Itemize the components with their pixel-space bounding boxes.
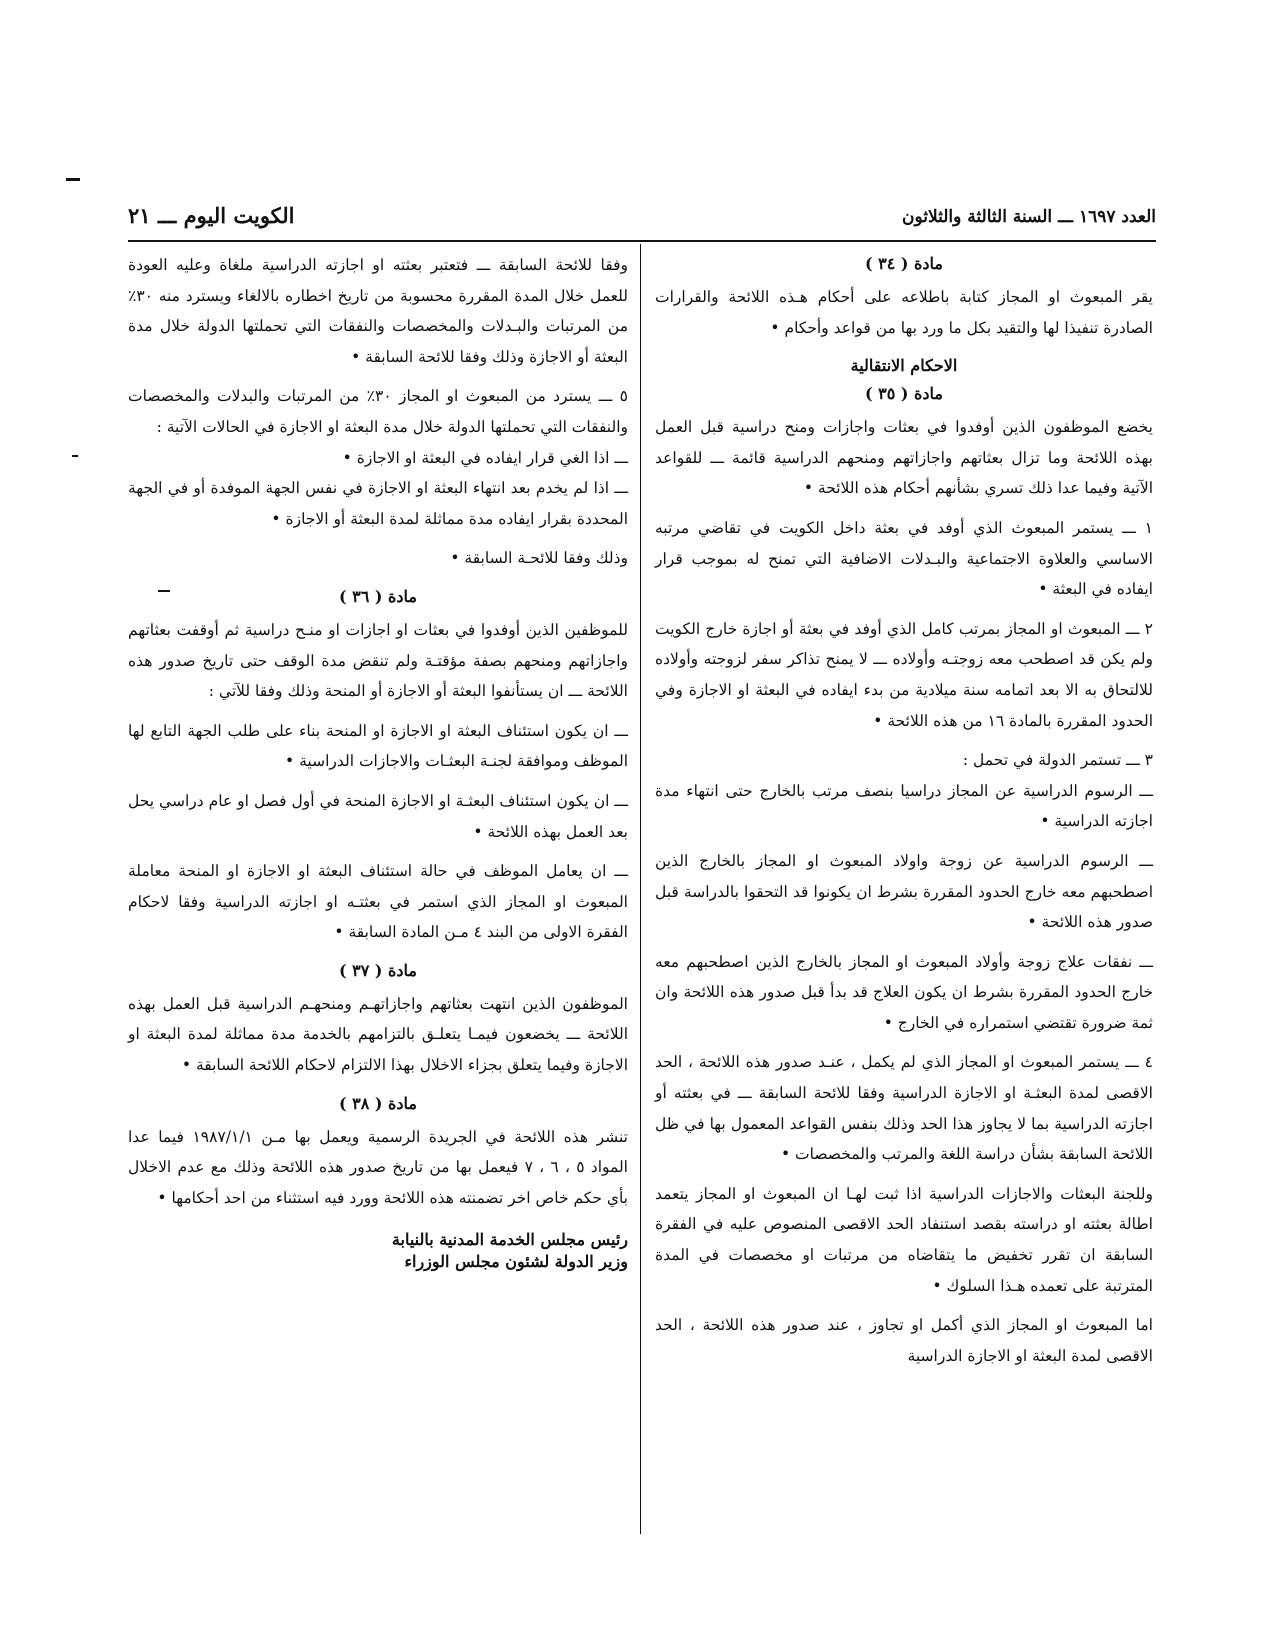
article-38-text: تنشر هذه اللائحة في الجريدة الرسمية ويعمل بها مـن ١٩٨٧/١/١ فيما عدا المواد ٥ ، ٦ ، ٧ فيعمل بها من تاريخ صدور هذه اللائحة وذلك مع عدم الاخلال بأي حكم خاص اخر تضمنته هذه اللائحة وورد فيه استثناء من احد أحكامها • [128, 1127, 628, 1207]
column-divider [640, 244, 641, 1534]
article-35-item-5b: ـــ اذا لم يخدم بعد انتهاء البعثة او الاجازة في نفس الجهة الموفدة أو في الجهة المحددة بقرار ايفاده مدة مماثلة لمدة البعثة أو الاجازة • [128, 479, 628, 528]
article-36-item-b: ـــ ان يكون استئناف البعثـة او الاجازة المنحة في أول فصل او عام دراسي يحل بعد العمل بهذه اللائحة • [128, 791, 628, 841]
article-35-item-4b: وللجنة البعثات والاجازات الدراسية اذا ثبت لهـا ان المبعوث او المجاز يتعمد اطالة بعثته او دراسته بقصد استنفاد الحد الاقصى المنصوص عليه في الفقرة السابقة ان تقرر تخفيض ما يتقاضاه من مرتبات او مخصصات في المدة المترتبة على تعمده هـذا السلوك • [655, 1184, 1153, 1295]
article-36-item-a: ـــ ان يكون استئناف البعثة او الاجازة او المنحة بناء على طلب الجهة التابع لها الموظف وموافقة لجنـة البعثـات والاجازات الدراسية • [128, 721, 628, 771]
signature-line-2: وزير الدولة لشئون مجلس الوزراء [404, 1252, 628, 1272]
article-35-item-5: ٥ ـــ يسترد من المبعوث او المجاز ٣٠٪ من المرتبات والبدلات والمخصصات والنفقات التي تحملتها الدولة خلال مدة البعثة او الاجازة في الحالات الآتية : [128, 387, 628, 436]
article-35-item-5c: وذلك وفقا للائحـة السابقة • [450, 549, 628, 568]
article-36-item-c: ـــ ان يعامل الموظف في حالة استئناف البعثة او الاجازة او المنحة معاملة المبعوث او المجاز الذي استمر في بعثتـه او اجازته الدراسية وفقا لاحكام الفقرة الاولى من البند ٤ مـن المادة السابقة • [128, 862, 628, 942]
article-35-item-3b: ـــ الرسوم الدراسية عن زوجة واولاد المبعوث او المجاز بالخارج الذين اصطحبهم معه خارج الحدود المقررة بشرط ان يكونوا قد التحقوا بالدراسة قبل صدور هذه اللائحة • [655, 851, 1153, 932]
article-35-item-5a: ـــ اذا الغي قرار ايفاده في البعثة او الاجازة • [342, 448, 628, 467]
scan-mark [66, 178, 80, 181]
article-35-item-1: ١ ـــ يستمر المبعوث الذي أوفد في بعثة داخل الكويت في تقاضي مرتبه الاساسي والعلاوة الاجتماعية والبـدلات الاضافية التي تمنح له بموجب قرار ايفاده في البعثة • [655, 518, 1153, 599]
signature-block [128, 1229, 628, 1273]
article-36-intro: للموظفين الذين أوفدوا في بعثات او اجازات او منـح دراسية ثم أوقفت بعثاتهم واجازاتهم ومنحهم بصفة مؤقتـة ولم تنقض مدة الوقف حتى تاريخ صدور هذه اللائحة ـــ ان يستأنفوا البعثة أو الاجازة أو المنحة وذلك وفقا للآتي : [128, 620, 628, 701]
article-37-title: مادة ( ٣٧ ) [339, 960, 417, 980]
transitional-heading: الاحكام الانتقالية [850, 356, 958, 376]
article-35-item-2: ٢ ـــ المبعوث او المجاز بمرتب كامل الذي أوفد في بعثة أو اجازة خارج الكويت ولم يكن قد اصطحب معه زوجتـه وأولاده ـــ لا يمنح تذاكر سفر لزوجته وأولاده للالتحاق به الا بعد اتمامه سنة ميلادية من بدء ايفاده في البعثة او الاجازة وفي الحدود المقررة بالمادة ١٦ من هذه اللائحة • [655, 619, 1153, 730]
article-35-intro: يخضع الموظفون الذين أوفدوا في بعثات واجازات ومنح دراسية قبل العمل بهذه اللائحة وما تزال بعثاتهم واجازاتهم ومنحهم الدراسية قائمة ـــ للقواعد الآتية وفيما عدا ذلك تسري بشأنهم أحكام هذه اللائحة • [655, 418, 1153, 498]
signature-line-1: رئيس مجلس الخدمة المدنية بالنيابة [391, 1230, 628, 1250]
article-35-item-3: ٣ ـــ تستمر الدولة في تحمل : [962, 751, 1153, 770]
left-column [128, 250, 628, 1273]
header-rule [128, 240, 1156, 242]
continued-text: وفقا للائحة السابقة ـــ فتعتبر بعثته او اجازته الدراسية ملغاة وعليه العودة للعمل خلال المدة المقررة محسوبة من تاريخ اخطاره بالالغاء ويسترد منه ٣٠٪ من المرتبات والبـدلات والمخصصات والنفقات التي تحملتها الدولة خلال مدة البعثة أو الاجازة وذلك وفقا للائحة السابقة • [128, 256, 628, 366]
article-36-title: مادة ( ٣٦ ) [339, 586, 417, 606]
article-35-item-3a: ـــ الرسوم الدراسية عن المجاز دراسيا بنصف مرتب بالخارج حتى انتهاء مدة اجازته الدراسية • [655, 781, 1153, 831]
article-34-title: مادة ( ٣٤ ) [865, 254, 943, 273]
article-38-title: مادة ( ٣٨ ) [339, 1093, 417, 1113]
article-34-text: يقر المبعوث او المجاز كتابة باطلاعه على أحكام هـذه اللائحة والقرارات الصادرة تنفيذا لها والتقيد بكل ما ورد بها من قواعد وأحكام • [655, 288, 1153, 337]
article-35-title: مادة ( ٣٥ ) [865, 384, 943, 404]
article-35-item-4c: اما المبعوث او المجاز الذي أكمل او تجاوز ، عند صدور هذه اللائحة ، الحد الاقصى لمدة البعثة او الاجازة الدراسية [655, 1316, 1153, 1365]
page-header [128, 203, 1156, 237]
right-column [655, 250, 1153, 1380]
newspaper-title: الكويت اليوم ـــ ٢١ [128, 203, 295, 228]
scan-mark [72, 455, 78, 457]
article-37-text: الموظفون الذين انتهت بعثاتهم واجازاتهـم ومنحهـم الدراسية قبل العمل بهذه اللائحة ـــ يخضعون فيمـا يتعلـق بالتزامهم بالخدمة مدة مماثلة لمدة البعثة او الاجازة وفيما يتعلق بجزاء الاخلال بهذا الالتزام لاحكام اللائحة السابقة • [128, 994, 628, 1075]
article-35-item-4: ٤ ـــ يستمر المبعوث او المجاز الذي لم يكمل ، عنـد صدور هذه اللائحة ، الحد الاقصى لمدة البعثـة او الاجازة الدراسية وفقا للائحة السابقة ـــ في بعثته أو اجازته الدراسية بما لا يجاوز هذا الحد وذلك بنفس القواعد المعمول بها في ظل اللائحة السابقة بشأن دراسة اللغة والمرتب والمخصصات • [655, 1053, 1153, 1164]
article-35-item-3c: ـــ نفقات علاج زوجة وأولاد المبعوث او المجاز بالخارج الذين اصطحبهم معه خارج الحدود المقررة بشرط ان يكون العلاج قد بدأ قبل صدور هذه اللائحة وان ثمة ضرورة تقتضي استمراره في الخارج • [655, 952, 1153, 1032]
issue-info: العدد ١٦٩٧ ـــ السنة الثالثة والثلاثون [901, 207, 1156, 227]
